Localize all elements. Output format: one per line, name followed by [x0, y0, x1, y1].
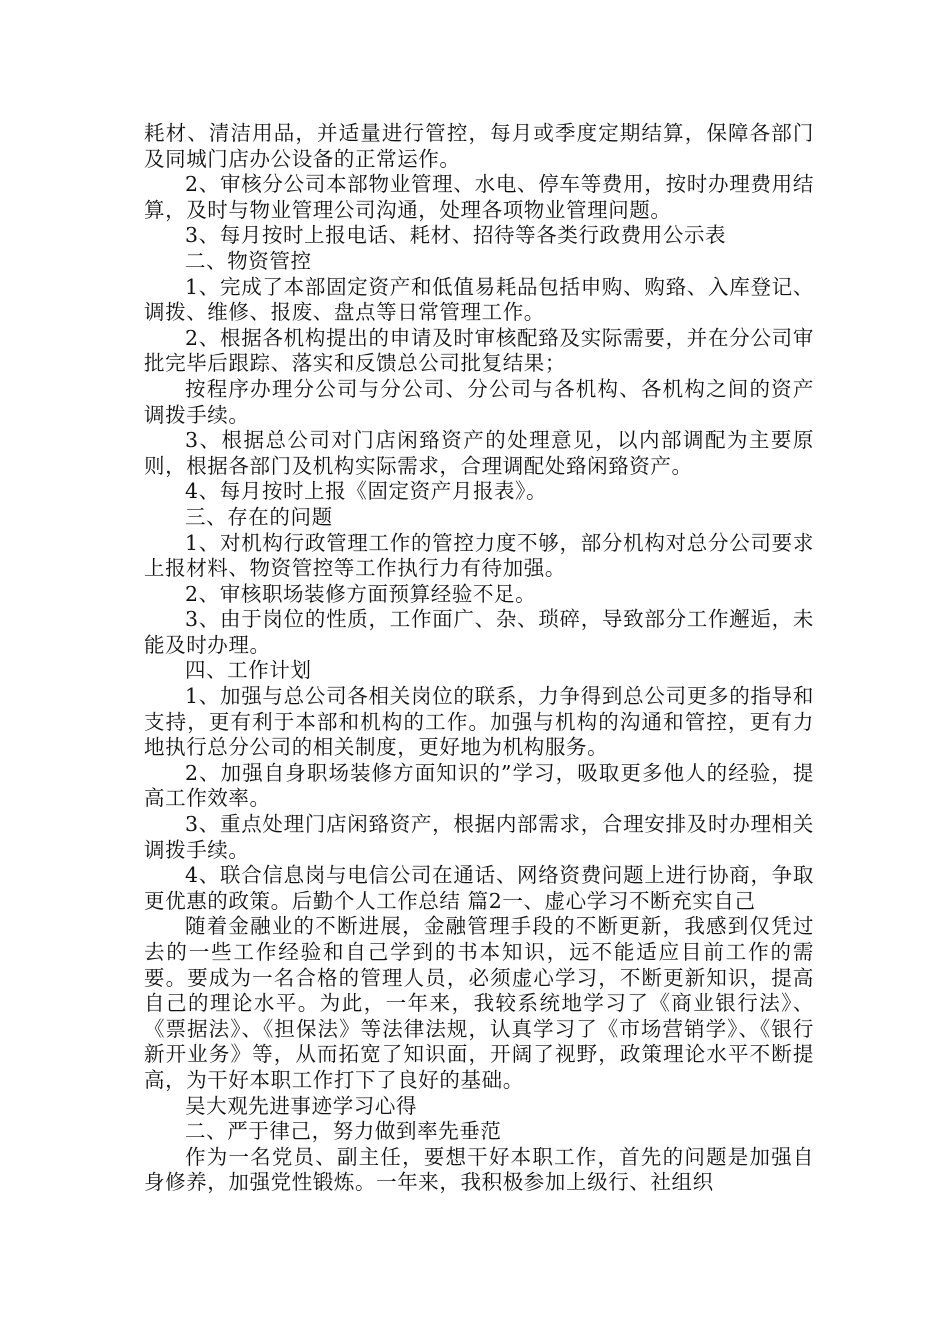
section-heading: 二、严于律己，努力做到率先垂范 [185, 1119, 502, 1144]
paragraph: 1、对机构行政管理工作的管控力度不够，部分机构对总分公司要求上报材料、物资管控等工作执行力有待加强。 [144, 530, 814, 581]
section-heading: 三、存在的问题 [185, 504, 333, 529]
paragraph: 1、加强与总公司各相关岗位的联系，力争得到总公司更多的指导和支持，更有利于本部和机构的工作。加强与机构的沟通和管控，更有力地执行总分公司的相关制度，更好地为机构服务。 [144, 684, 814, 760]
paragraph: 3、根据总公司对门店闲臵资产的处理意见，以内部调配为主要原则，根据各部门及机构实际需求，合理调配处臵闲臵资产。 [144, 428, 814, 478]
paragraph: 1、完成了本部固定资产和低值易耗品包括申购、购臵、入库登记、调拨、维修、报废、盘点等日常管理工作。 [144, 274, 814, 325]
section-heading: 吴大观先进事迹学习心得 [185, 1093, 418, 1118]
paragraph: 耗材、清洁用品，并适量进行管控，每月或季度定期结算，保障各部门及同城门店办公设备的正常运作。 [144, 121, 814, 171]
paragraph: 3、每月按时上报电话、耗材、招待等各类行政费用公示表 [185, 223, 727, 248]
paragraph: 2、审核职场装修方面预算经验不足。 [185, 581, 537, 606]
paragraph: 4、每月按时上报《固定资产月报表》。 [185, 479, 548, 504]
section-heading: 四、工作计划 [185, 658, 312, 683]
paragraph: 4、联合信息岗与电信公司在通话、网络资费问题上进行协商，争取更优惠的政策。后勤个人工作总结 篇2一、虚心学习不断充实自己 [144, 863, 814, 913]
paragraph: 随着金融业的不断进展，金融管理手段的不断更新，我感到仅凭过去的一些工作经验和自己学到的书本知识，远不能适应目前工作的需要。要成为一名合格的管理人员，必须虚心学习，不断更新知识，提高自己的理论水平。为此，一年来，我较系统地学习了《商业银行法》、《票据法》、《担保法》等法律法规，认真学习了《市场营销学》、《银行新开业务》等，从而拓宽了知识面，开阔了视野，政策理论水平不断提高，为干好本职工作打下了良好的基础。 [144, 914, 814, 1092]
paragraph: 作为一名党员、副主任，要想干好本职工作，首先的问题是加强自身修养，加强党性锻炼。一年来，我积极参加上级行、社组织 [144, 1144, 814, 1195]
document-body [144, 121, 814, 1196]
paragraph: 3、重点处理门店闲臵资产，根据内部需求，合理安排及时办理相关调拨手续。 [144, 812, 814, 862]
section-heading: 二、物资管控 [185, 248, 312, 273]
paragraph: 2、审核分公司本部物业管理、水电、停车等费用，按时办理费用结算，及时与物业管理公司沟通，处理各项物业管理问题。 [144, 172, 814, 222]
paragraph: 2、加强自身职场装修方面知识的”学习，吸取更多他人的经验，提高工作效率。 [144, 760, 814, 811]
paragraph: 3、由于岗位的性质，工作面广、杂、琐碎，导致部分工作邂逅，未能及时办理。 [144, 607, 814, 657]
paragraph: 2、根据各机构提出的申请及时审核配臵及实际需要，并在分公司审批完毕后跟踪、落实和反馈总公司批复结果； [144, 325, 814, 376]
paragraph: 按程序办理分公司与分公司、分公司与各机构、各机构之间的资产调拨手续。 [144, 376, 814, 427]
